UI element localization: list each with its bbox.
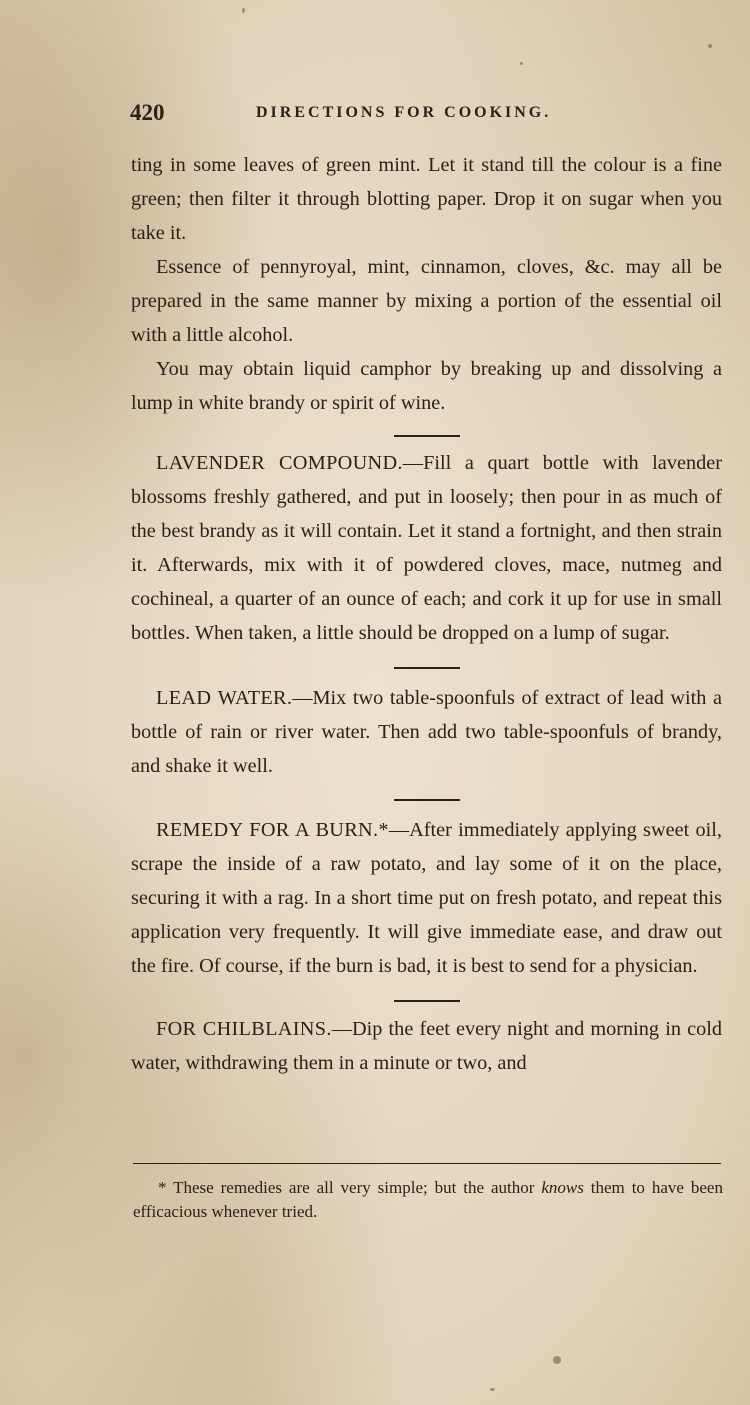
paper-spot <box>520 62 523 65</box>
footnote-text <box>133 1176 723 1224</box>
section-heading: LAVENDER COMPOUND. <box>156 452 403 474</box>
footnote-text-after: them to have been efficacious whenever tried. <box>133 1178 723 1221</box>
section-text: —Dip the feet every night and morning in cold water, withdrawing them in a minute or two, and <box>131 1018 723 1074</box>
paragraph-essences: Essence of pennyroyal, mint, cinnamon, cloves, &c. may all be prepared in the same manner by mixing a portion of the essential oil with a little alcohol. <box>131 256 722 346</box>
running-head: DIRECTIONS FOR COOKING. <box>256 104 552 121</box>
paragraph-mint-continuation: ting in some leaves of green mint. Let it stand till the colour is a fine green; then filter it through blotting paper. Drop it on sugar when you take it. <box>131 154 722 244</box>
section-remedy-for-a-burn <box>131 813 722 983</box>
paper-spot <box>490 1388 495 1391</box>
section-divider <box>394 1000 460 1002</box>
page-header <box>130 100 720 134</box>
footnote <box>133 1176 723 1224</box>
section-heading: FOR CHILBLAINS. <box>156 1018 332 1040</box>
section-heading: REMEDY FOR A BURN.* <box>156 819 389 841</box>
section-for-chilblains <box>131 1012 722 1080</box>
paper-spot <box>553 1356 561 1364</box>
section-divider <box>394 667 460 669</box>
section-text: —After immediately applying sweet oil, scrape the inside of a raw potato, and lay some of it on the place, securing it with a rag. In a short time put on fresh potato, and repeat this application very frequently. It will give immediate ease, and draw out the fire. Of course, if the burn is bad, it is best to send for a physician. <box>131 819 722 977</box>
footnote-emphasis: knows <box>541 1178 584 1197</box>
paper-spot <box>242 8 245 13</box>
footnote-marker: * <box>158 1178 174 1197</box>
section-divider <box>394 799 460 801</box>
section-divider <box>394 435 460 437</box>
paragraph-liquid-camphor: You may obtain liquid camphor by breaking up and dissolving a lump in white brandy or spirit of wine. <box>131 358 722 414</box>
section-heading: LEAD WATER. <box>156 687 293 709</box>
section-text: —Mix two table-spoonfuls of extract of lead with a bottle of rain or river water. Then add two table-spoonfuls of brandy, and shake it well. <box>131 687 722 777</box>
section-lavender-compound <box>131 446 722 650</box>
section-text: —Fill a quart bottle with lavender blossoms freshly gathered, and put in loosely; then pour in as much of the best brandy as it will contain. Let it stand a fortnight, and then strain it. Afterwards, mix with it of powdered cloves, mace, nutmeg and cochineal, a quarter of an ounce of each; and cork it up for use in small bottles. When taken, a little should be dropped on a lump of sugar. <box>131 452 722 644</box>
paper-spot <box>708 44 712 48</box>
body-text <box>131 148 722 1080</box>
footnote-text-before: These remedies are all very simple; but the author <box>173 1178 542 1197</box>
section-lead-water <box>131 681 722 783</box>
page-number: 420 <box>130 100 165 125</box>
footnote-rule <box>133 1163 721 1164</box>
